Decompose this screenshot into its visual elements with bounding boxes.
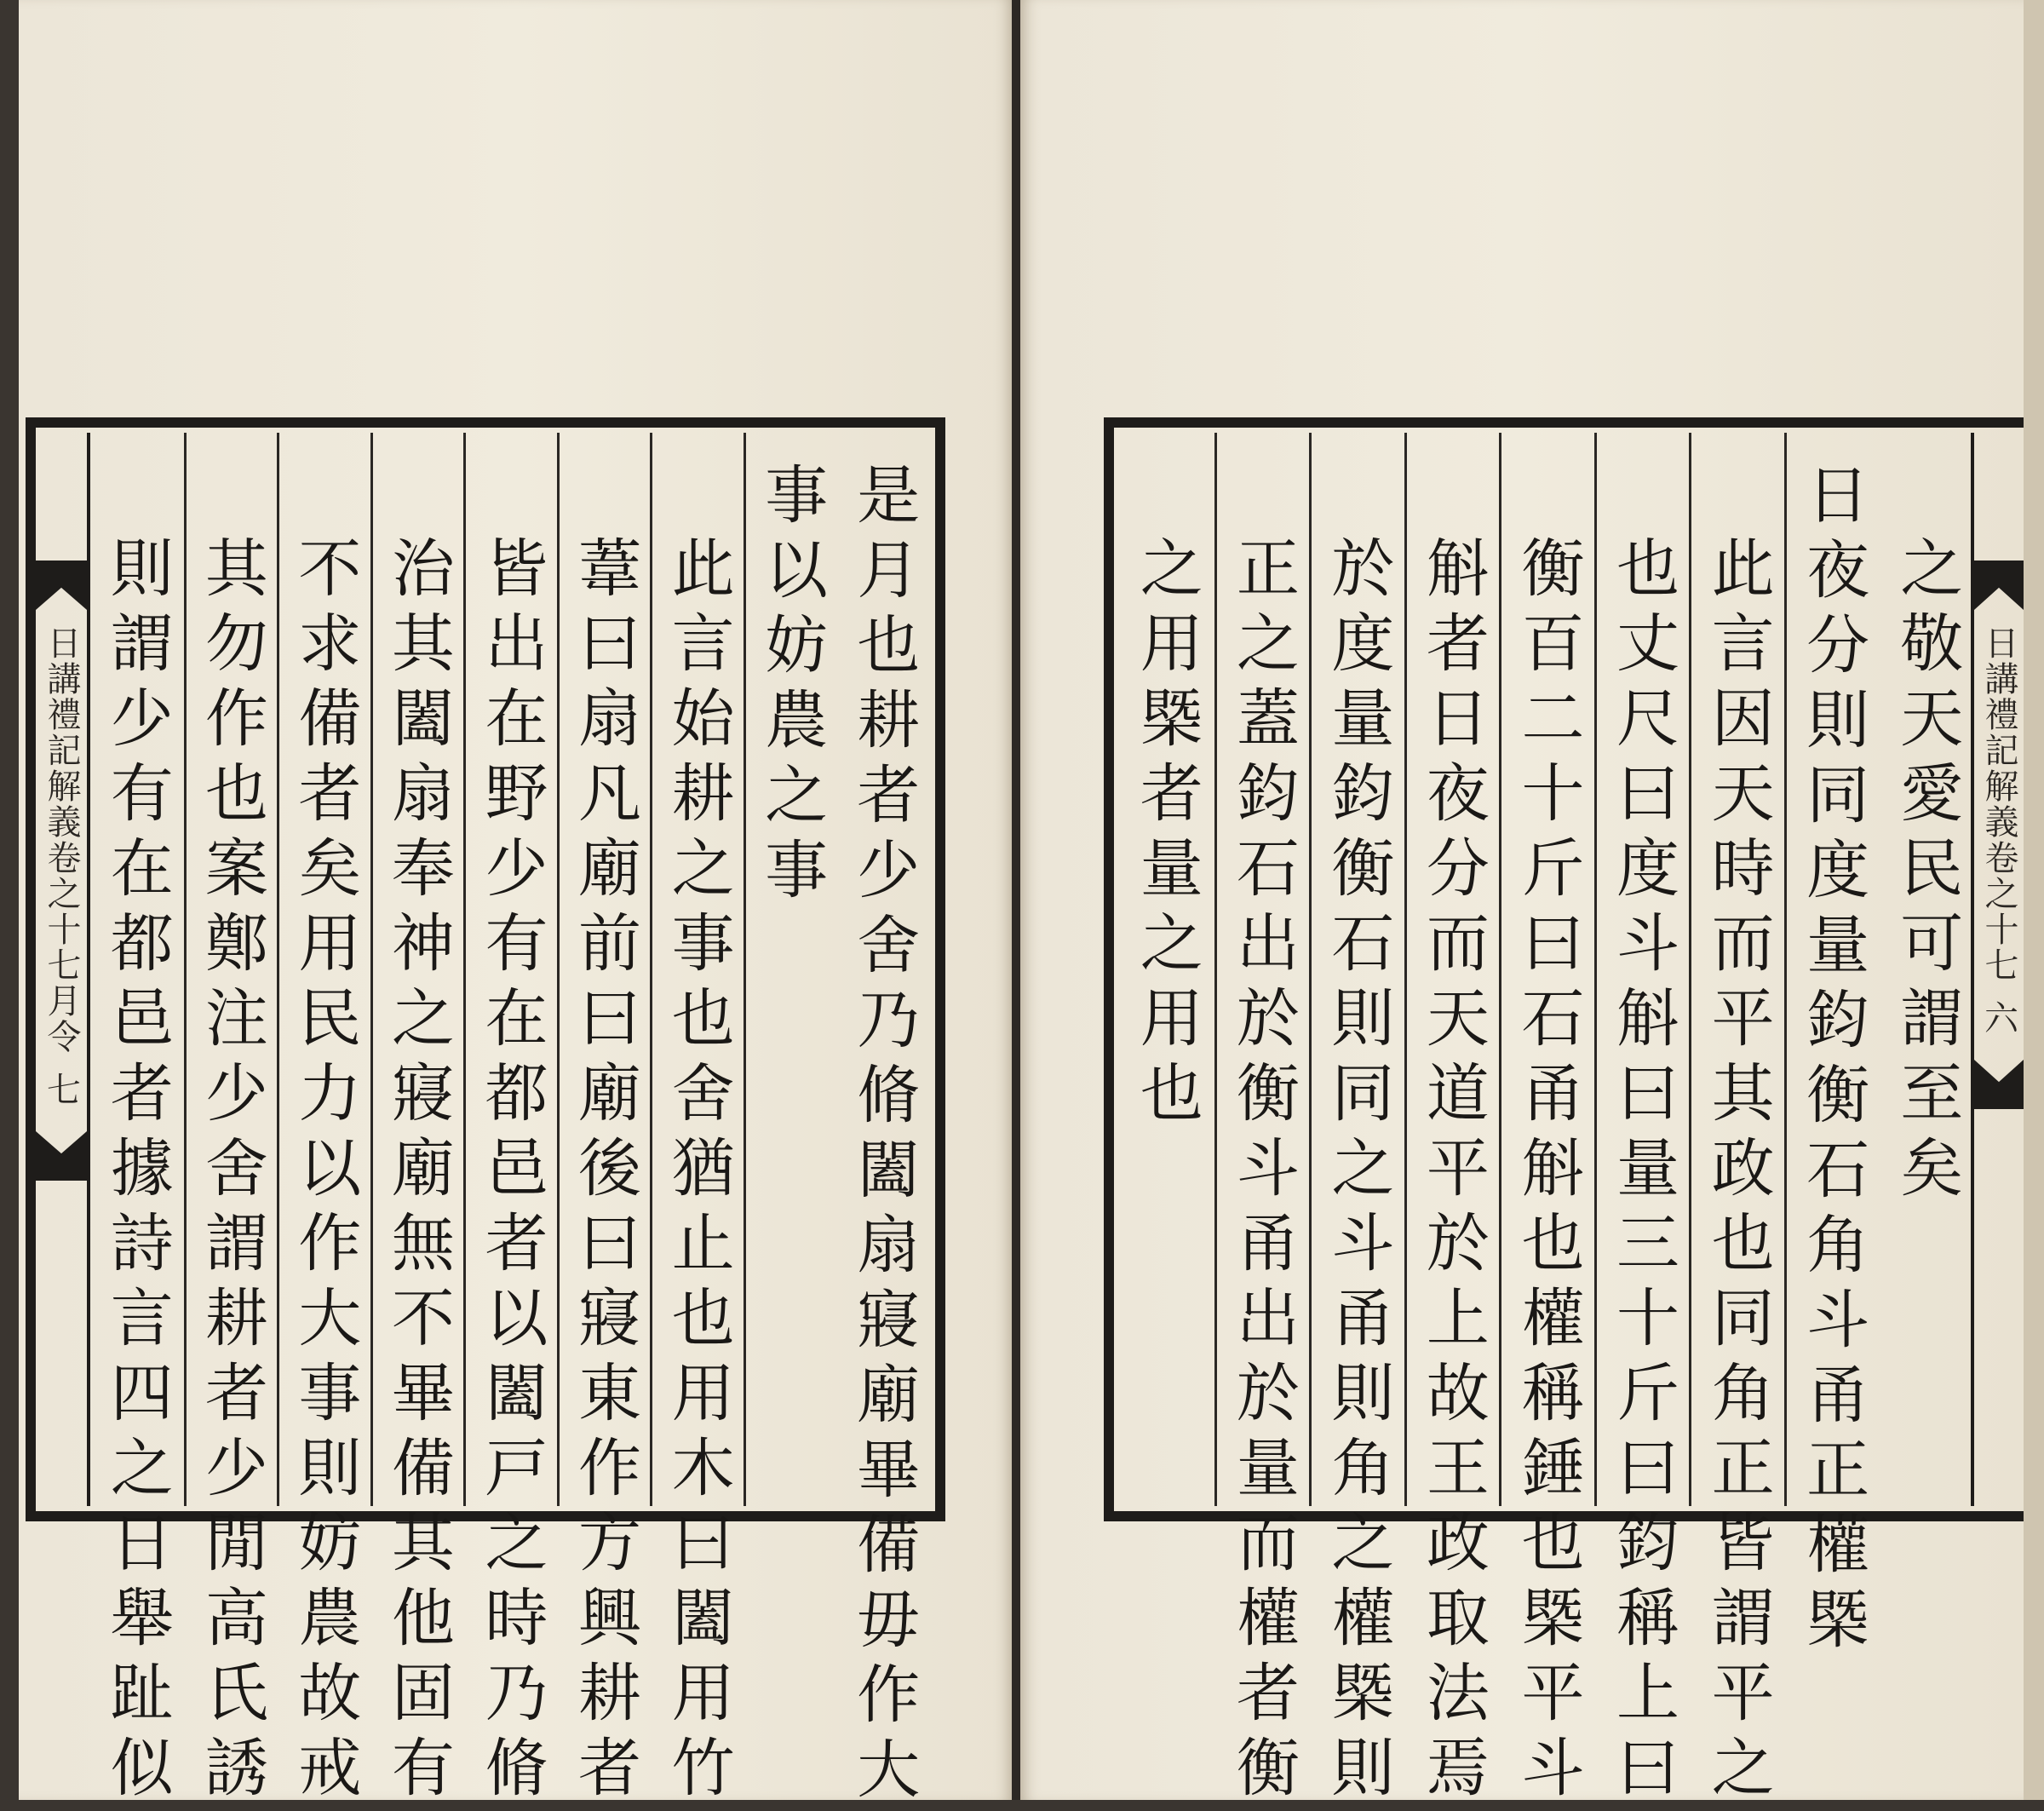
column-text: 皆出在野少有在都邑者以闔戸之時乃脩 [474,535,548,1809]
text-column [1119,433,1214,1506]
text-column [1214,433,1310,1809]
fishtail-bottom-mark [1974,1060,2024,1109]
text-column [744,433,837,1506]
column-text: 也丈尺曰度斗斛曰量三十斤曰鈞稱上曰 [1606,535,1680,1809]
text-column [557,433,651,1809]
fishtail-bottom-mark [36,1131,87,1181]
text-column [650,433,744,1809]
column-text: 之用槩者量之用也 [1129,535,1203,1135]
column-text: 治其闔扇奉神之寢廟無不畢備其他固有 [381,535,455,1809]
folio-number: 六 [1978,1000,2018,1034]
text-column [1689,433,1784,1809]
column-text: 日夜分則同度量鈞衡石角斗甬正權槩 [1796,462,1870,1661]
column-text: 不求備者矣用民力以作大事則妨農故戒 [288,535,362,1809]
margin-title: 日講禮記解義卷之十七 [1979,625,2018,983]
text-column [1594,433,1690,1809]
column-text: 則謂少有在都邑者據詩言四之日舉趾似 [100,535,174,1809]
column-text: 此言始耕之事也舍猶止也用木曰闔用竹 [661,535,735,1809]
left-text-frame [26,417,945,1811]
column-text: 此言因天時而平其政也同角正皆謂平之 [1701,535,1775,1809]
column-text: 於度量鈞衡石則同之斗甬則角之權槩則 [1321,535,1395,1809]
text-column [1879,433,1974,1506]
right-text-frame [1104,417,2024,1809]
text-column [277,433,370,1809]
column-text: 事以妨農之事 [755,462,829,911]
text-column [463,433,557,1809]
text-column [836,433,930,1811]
text-column [1499,433,1594,1809]
text-column [184,433,278,1809]
text-column [1404,433,1500,1809]
left-page-margin [36,433,90,1506]
text-column [370,433,464,1809]
fishtail-top-mark [36,561,87,610]
text-column [1784,433,1880,1661]
column-text: 正之蓋鈞石出於衡斗甬出於量而權者衡 [1226,535,1300,1809]
column-text: 葦曰扇凡廟前曰廟後曰寢東作方興耕者 [568,535,642,1809]
right-page-margin [1971,433,2024,1506]
page-edge [2024,0,2044,1800]
margin-title: 日講禮記解義卷之十七月令 [42,625,81,1055]
column-text: 斛者日夜分而天道平於上故王政取法焉 [1415,535,1490,1809]
right-text-columns [1119,433,1974,1809]
column-text: 之敬天愛民可謂至矣 [1890,535,1964,1210]
folio-number: 七 [41,1072,81,1106]
fishtail-top-mark [1974,561,2024,610]
text-column [90,433,184,1809]
column-text: 衡百二十斤曰石甬斛也權稱錘也槩平斗 [1511,535,1585,1809]
column-text: 是月也耕者少舍乃脩闔扇寢廟畢備毋作大 [847,462,921,1811]
column-text: 其勿作也案鄭注少舍謂耕者少閒高氏誘 [194,535,268,1809]
text-column [1309,433,1404,1809]
left-text-columns [90,433,930,1811]
